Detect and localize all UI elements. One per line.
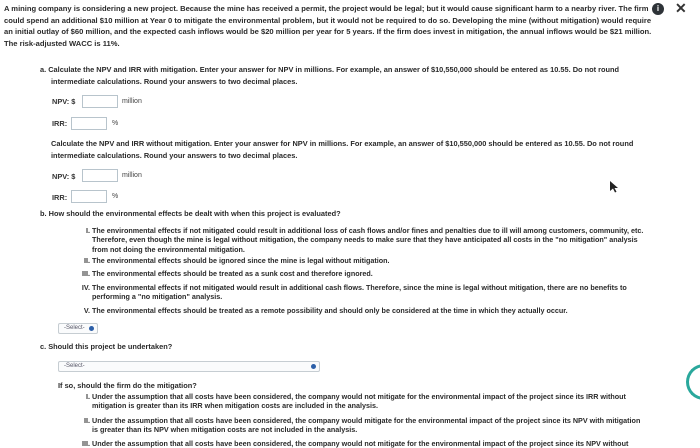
problem-statement — [4, 3, 676, 49]
info-icon[interactable]: i — [652, 3, 664, 15]
part-a-prompt-cont: intermediate calculations. Round your answers to two decimal places. — [51, 77, 298, 86]
chevron-down-icon — [311, 364, 316, 369]
option-number: II. — [84, 256, 90, 265]
option-number: III. — [82, 439, 90, 448]
option-line: Under the assumption that all costs have been considered, the company would not mitigate for the environmental impact of the project since its IRR without — [92, 392, 626, 401]
part-b-option-1 — [86, 226, 644, 254]
option-number: II. — [84, 416, 90, 425]
part-b-option-4 — [81, 283, 627, 302]
intro-line: A mining company is considering a new project. Because the mine has received a permit, the project would be legal; but it would cause significant harm to a nearby river. The firm — [4, 4, 649, 13]
irr-without-unit: % — [112, 193, 119, 200]
intro-line: an initial outlay of $60 million, and the expected cash inflows would be $20 million per year for 5 years. If the firm does invest in mitigation, the annual inflows would be $21 million. — [4, 27, 652, 37]
part-c-select[interactable] — [58, 361, 320, 372]
npv-without-unit: million — [122, 172, 142, 179]
cursor-icon — [610, 180, 618, 198]
option-number: I. — [86, 226, 90, 235]
npv-with-mitigation-input[interactable] — [82, 95, 118, 108]
option-line: mitigation is greater than its IRR when mitigation costs are included in the analysis. — [92, 401, 378, 411]
irr-without-label: IRR: — [52, 193, 68, 202]
option-number: IV. — [81, 283, 90, 292]
option-line: performing a "no mitigation" analysis. — [92, 292, 223, 302]
option-line: Therefore, even though the mine is legal without mitigation, the company needs to make sure that they have anticipated all costs in the "no mitigation" analysis — [92, 235, 638, 245]
irr-with-unit: % — [112, 120, 119, 127]
part-b-select[interactable] — [58, 323, 98, 334]
npv-with-unit: million — [122, 98, 142, 105]
part-c-prompt: c. Should this project be undertaken? — [40, 342, 173, 351]
npv-without-mitigation-input[interactable] — [82, 169, 118, 182]
part-b-prompt: b. How should the environmental effects be dealt with when this project is evaluated? — [40, 209, 341, 218]
part-b-option-5 — [83, 306, 568, 315]
option-line: The environmental effects should be treated as a remote possibility and should only be considered at the time in which they actually occur. — [92, 306, 568, 315]
intro-line: could spend an additional $10 million at Year 0 to mitigate the environmental problem, but it would not be required to do so. Developing the mine (without mitigation) would require — [4, 15, 652, 25]
option-line: The environmental effects if not mitigated would result in additional cash flows. Therefore, since the mine is legal without mitigation, there are no benefits to — [92, 283, 627, 292]
part-a-without-prompt-cont: intermediate calculations. Round your answers to two decimal places. — [51, 151, 298, 160]
irr-with-mitigation-input[interactable] — [71, 117, 107, 130]
option-line: The environmental effects if not mitigated could result in additional loss of cash flows and/or fines and penalties due to ill will among customers, community, etc. — [92, 226, 644, 235]
option-number: V. — [83, 306, 90, 315]
option-line: Under the assumption that all costs have been considered, the company would mitigate for the environmental impact of the project since its NPV with mitigation — [92, 416, 641, 425]
select-label: -Select- — [64, 325, 85, 331]
option-line: The environmental effects should be ignored since the mine is legal without mitigation. — [92, 256, 390, 265]
option-line: The environmental effects should be treated as a sunk cost and therefore ignored. — [92, 269, 373, 278]
part-c-option-3 — [82, 439, 629, 448]
part-c-followup: If so, should the firm do the mitigation? — [58, 381, 197, 390]
irr-without-mitigation-input[interactable] — [71, 190, 107, 203]
npv-with-label: NPV: $ — [52, 97, 76, 106]
npv-without-label: NPV: $ — [52, 172, 76, 181]
option-number: III. — [82, 269, 90, 278]
part-c-option-2 — [84, 416, 641, 435]
chevron-down-icon — [89, 326, 94, 331]
irr-with-label: IRR: — [52, 119, 68, 128]
option-line: Under the assumption that all costs have been considered, the company would not mitigate for the environmental impact of the project since its NPV without — [92, 439, 629, 448]
option-line: from not doing the environmental mitigation. — [92, 244, 245, 254]
intro-line: The risk-adjusted WACC is 11%. — [4, 38, 120, 48]
select-label: -Select- — [64, 363, 85, 369]
part-a-prompt: a. Calculate the NPV and IRR with mitigation. Enter your answer for NPV in millions. For example, an answer of $10,550,000 should be entered as 10.55. Do not round — [40, 65, 620, 74]
side-panel-tab[interactable] — [686, 364, 700, 400]
part-b-option-2 — [84, 256, 390, 265]
option-line: is greater than its NPV when mitigation costs are not included in the analysis. — [92, 425, 358, 435]
part-c-option-1 — [86, 392, 626, 411]
close-icon[interactable]: ✕ — [675, 0, 687, 16]
part-b-option-3 — [82, 269, 373, 278]
option-number: I. — [86, 392, 90, 401]
part-a-without-prompt: Calculate the NPV and IRR without mitigation. Enter your answer for NPV in millions. For example, an answer of $10,550,000 should be entered as 10.55. Do not round — [51, 139, 634, 148]
